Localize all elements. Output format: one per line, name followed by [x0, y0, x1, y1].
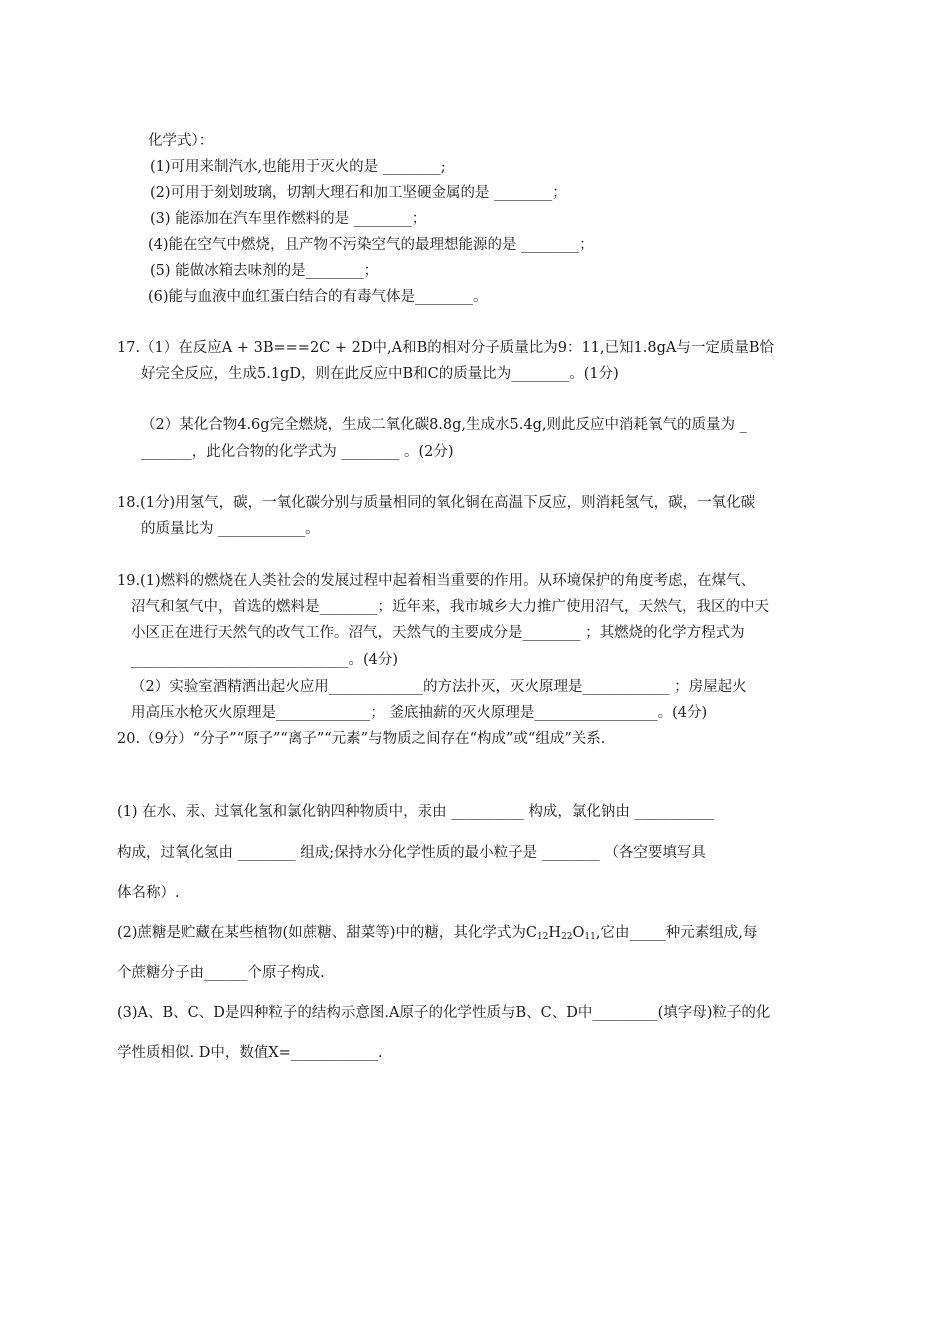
q20-formula-sub-o: 11 [584, 932, 596, 942]
q19-line1: 19.(1)燃料的燃烧在人类社会的发展过程中起着相当重要的作用。从环境保护的角度考虑，在煤气、 [117, 573, 756, 589]
q16-item-3: (3) 能添加在汽车里作燃料的是 ________； [150, 211, 427, 227]
q20-part1-line1: (1) 在水、汞、过氧化氢和氯化钠四种物质中，汞由 __________ 构成，氯化钠由 ___________ [117, 804, 715, 820]
q20-formula-sub-h: 22 [561, 932, 573, 942]
q16-item-4: (4)能在空气中燃烧，且产物不污染空气的最理想能源的是 ________； [148, 237, 594, 253]
q16-continuation: 化学式）： [148, 133, 214, 149]
q20-part2-text-before: (2)蔗糖是贮藏在某些植物(如蔗糖、甜菜等)中的糖，其化学式为C [117, 925, 537, 941]
q20-part1-line3: 体名称）. [117, 885, 180, 901]
q17-part1-line2: 好完全反应，生成5.1gD，则在此反应中B和C的质量比为________。(1分) [141, 366, 619, 382]
q17-part2-line2: _______，此化合物的化学式为 ________ 。(2分) [141, 444, 454, 460]
q20-part2-line1 [117, 923, 757, 943]
q16-item-2: (2)可用于刻划玻璃，切割大理石和加工坚硬金属的是 ________； [150, 185, 567, 201]
q16-item-6: (6)能与血液中血红蛋白结合的有毒气体是________。 [148, 289, 488, 305]
q20-header: 20.（9分）“分子”“原子”“离子”“元素”与物质之间存在“构成”或“组成”关系. [117, 731, 606, 747]
q20-part1-line2: 构成，过氧化氢由 ________ 组成;保持水分化学性质的最小粒子是 ________ （各空要填写具 [117, 845, 706, 861]
q20-part2-line2: 个蔗糖分子由______个原子构成. [117, 965, 325, 981]
q20-part3-line1: (3)A、B、C、D是四种粒子的结构示意图.A原子的化学性质与B、C、D中_________(填字母)粒子的化 [117, 1005, 771, 1021]
q18-line2: 的质量比为 ____________。 [141, 521, 320, 537]
q20-formula-h: H [548, 925, 562, 941]
q19-line4: ______________________________。(4分) [131, 652, 399, 668]
q20-part3-line2: 学性质相似. D中，数值X=____________. [117, 1045, 383, 1061]
q16-item-5: (5) 能做冰箱去味剂的是________； [150, 263, 379, 279]
q20-part2-text-after: ,它由_____种元素组成,每 [595, 925, 758, 941]
q18-line1: 18.(1分)用氢气，碳，一氧化碳分别与质量相同的氧化铜在高温下反应，则消耗氢气，碳，一氧化碳 [117, 495, 756, 511]
q19-line6: 用高压水枪灭火原理是_____________； 釜底抽薪的灭火原理是_________________。(4分) [131, 705, 708, 721]
q19-line2: 沼气和氢气中，首选的燃料是________；近年来，我市城乡大力推广使用沼气，天然气，我区的中天 [131, 599, 769, 615]
q17-part2-line1: （2）某化合物4.6g完全燃烧，生成二氧化碳8.8g,生成水5.4g,则此反应中消耗氧气的质量为 _ [141, 417, 747, 433]
q16-item-1: (1)可用来制汽水,也能用于灭火的是 ________; [150, 159, 446, 175]
q20-formula-o: O [572, 925, 585, 941]
q19-line5: （2）实验室酒精洒出起火应用_____________的方法扑灭，灭火原理是____________ ；房屋起火 [131, 679, 747, 695]
q17-part1-line1: 17.（1）在反应A + 3B===2C + 2D中,A和B的相对分子质量比为9：11,已知1.8gA与一定质量B恰 [117, 340, 774, 356]
q19-line3: 小区正在进行天然气的改气工作。沼气，天然气的主要成分是________ ；其燃烧的化学方程式为 [131, 625, 745, 641]
q20-formula-sub-c: 12 [536, 932, 549, 942]
